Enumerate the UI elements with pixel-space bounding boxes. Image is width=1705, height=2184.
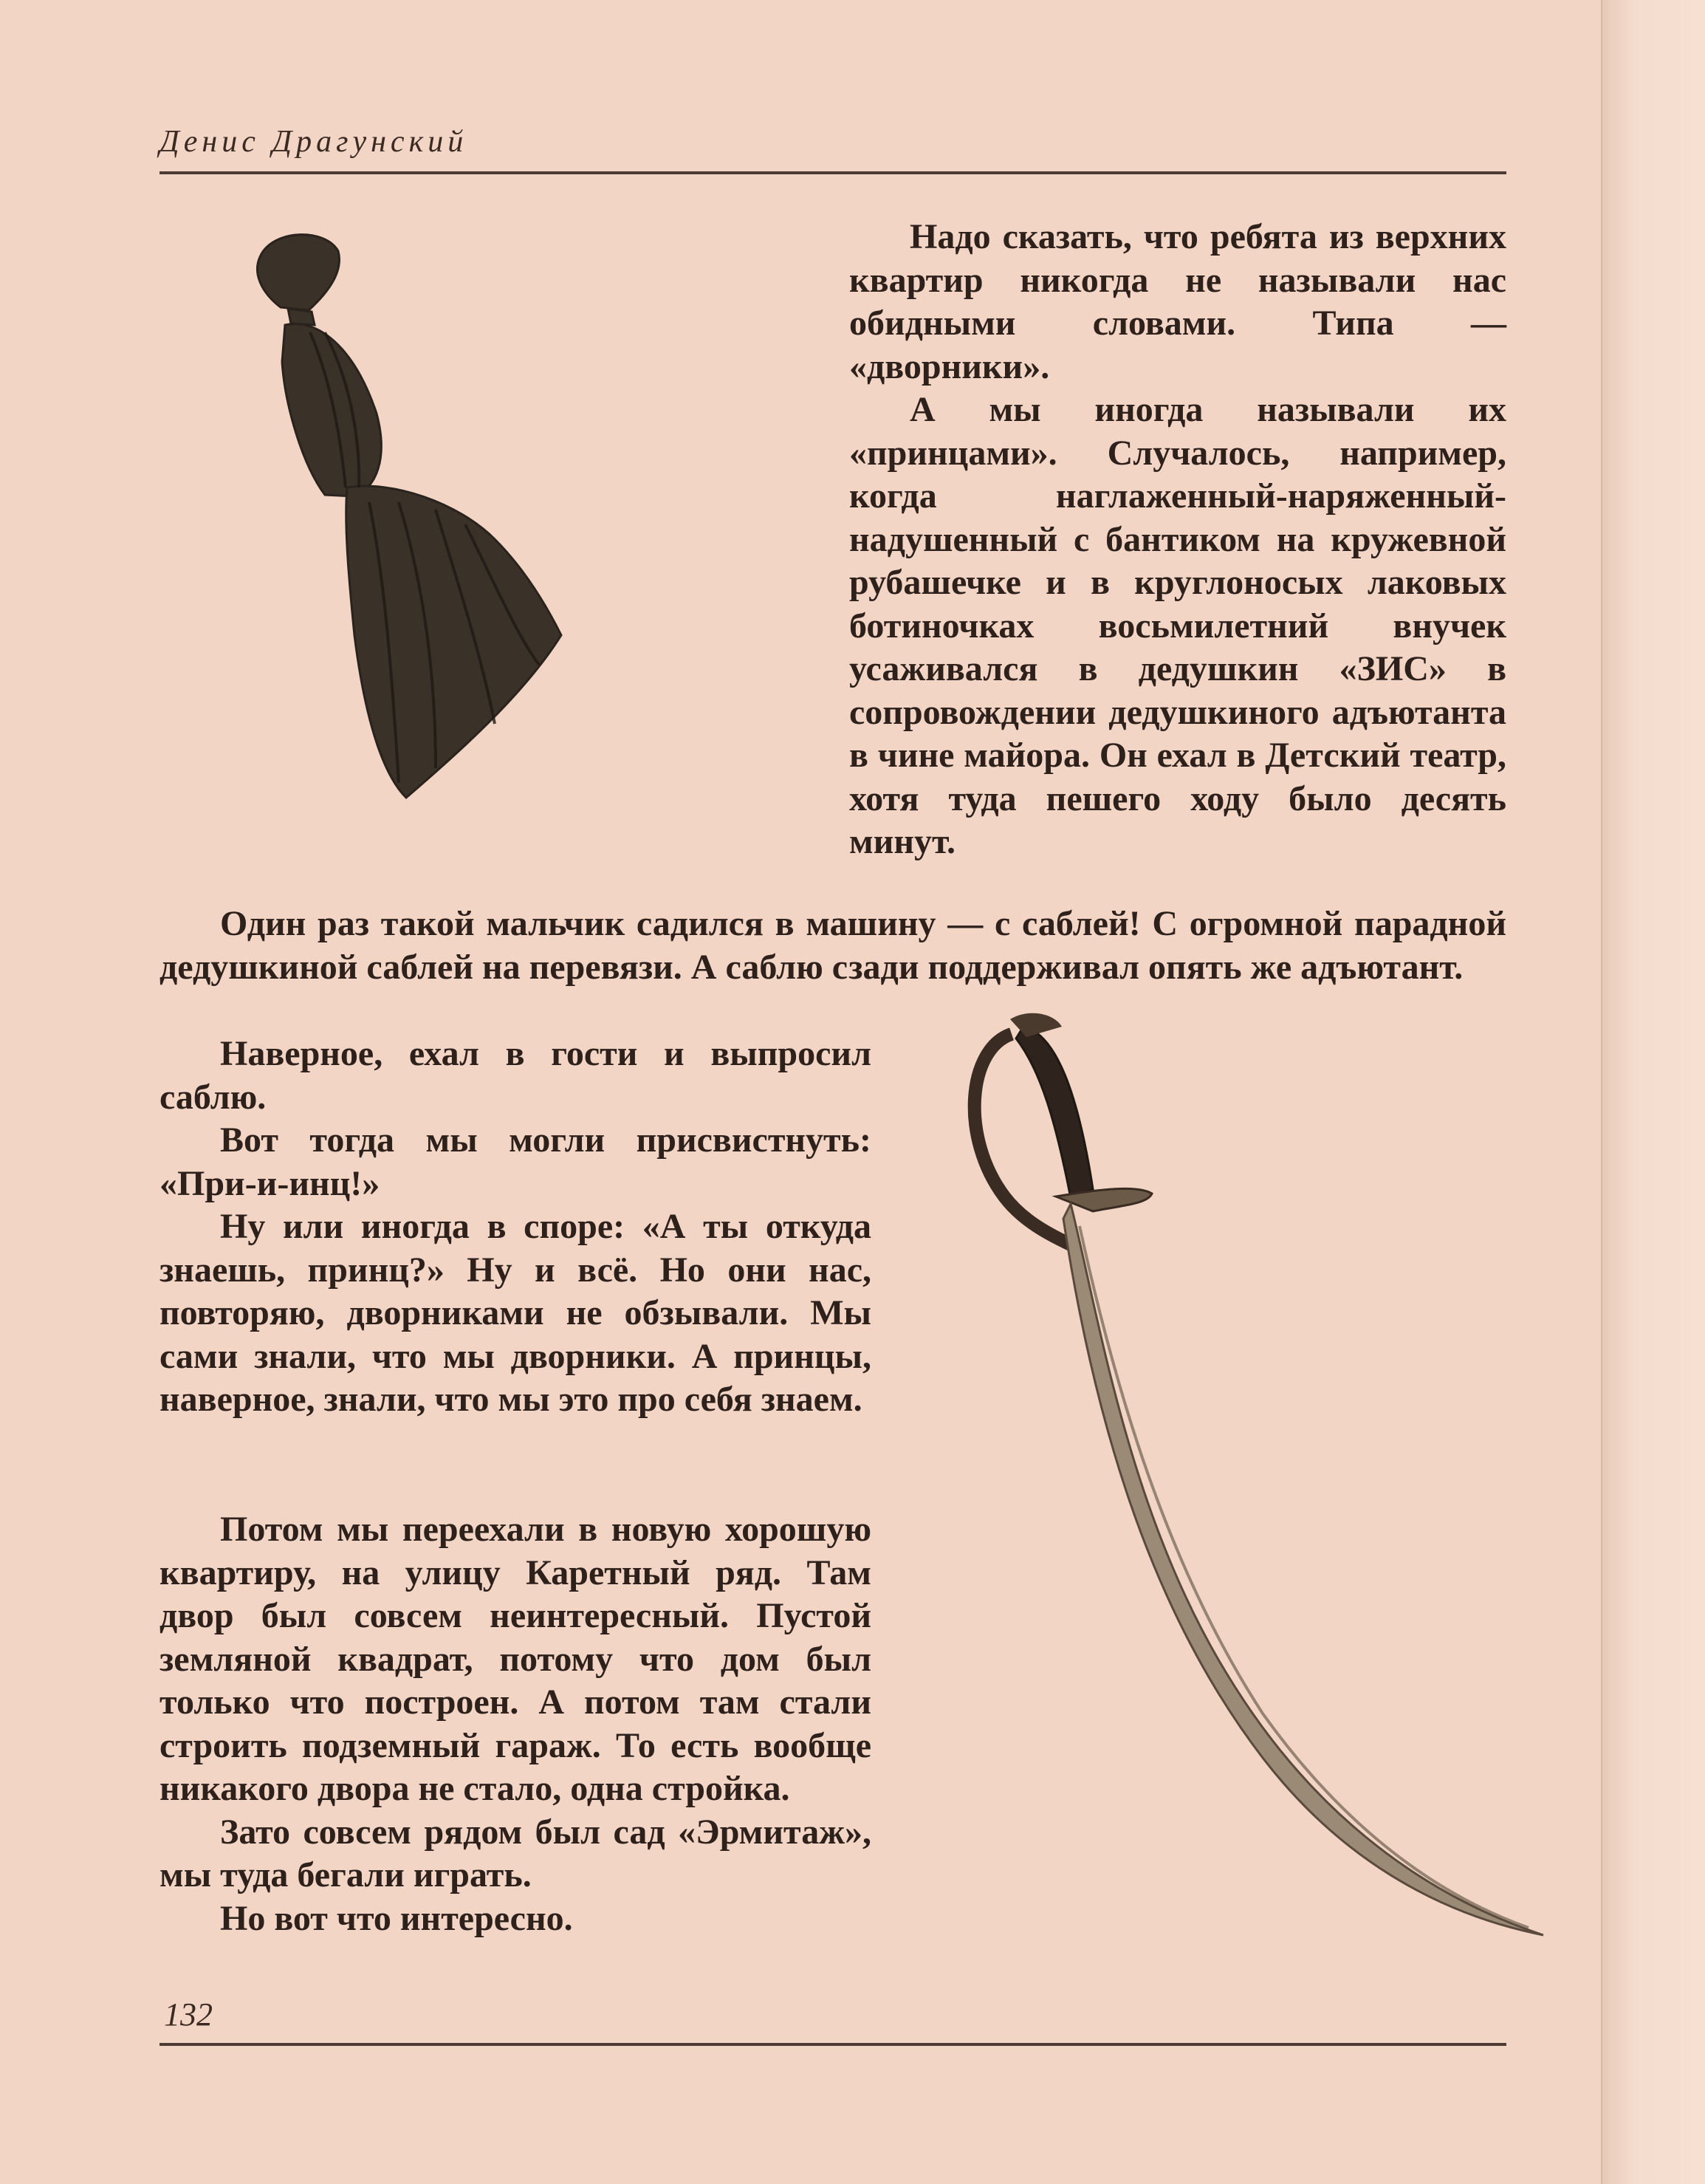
full-width-text	[159, 903, 1506, 989]
paragraph: Ну или иногда в споре: «А ты откуда знаешь, принц?» Ну и всё. Но они нас, повторяю, дворниками не обзывали. Мы сами знали, что мы дворники. А принцы, наверное, знали, что мы это про себя знаем.	[159, 1207, 871, 1419]
paragraph: Но вот что интересно.	[220, 1898, 573, 1938]
paragraph: Один раз такой мальчик садился в машину — с саблей! С огромной парадной дедушкиной саблей на перевязи. А саблю сзади поддерживал опять же адъютант.	[159, 904, 1506, 987]
paragraph: Потом мы переехали в новую хорошую квартиру, на улицу Каретный ряд. Там двор был совсем неинтересный. Пустой земляной квадрат, потому что дом был только что построен. А потом там стали строить подземный гараж. То есть вообще никакого двора не стало, одна стройка.	[159, 1510, 871, 1808]
right-column-text	[849, 216, 1506, 864]
left-column-text-2	[159, 1508, 871, 1940]
paragraph: Наверное, ехал в гости и выпросил саблю.	[159, 1034, 871, 1117]
paragraph: Вот тогда мы могли присвистнуть: «При-и-инц!»	[159, 1120, 871, 1203]
paragraph: Надо сказать, что ребята из верхних квартир никогда не называли нас обидными словами. Типа — «дворники».	[849, 217, 1506, 386]
page-number: 132	[164, 1996, 213, 2033]
paragraph: Зато совсем рядом был сад «Эрмитаж», мы туда бегали играть.	[159, 1812, 871, 1894]
paragraph: А мы иногда называли их «принцами». Случалось, например, когда наглаженный-наряженный-надушенный с бантиком на кружевной рубашечке и в круглоносых лаковых ботиночках восьмилетний внучек усаживался в дедушкин «ЗИС» в сопровождении дедушкиного адъютанта в чине майора. Он ехал в Детский театр, хотя туда пешего ходу было десять минут.	[849, 390, 1506, 861]
sabre-illustration	[953, 1004, 1565, 1957]
footer-rule	[159, 2043, 1506, 2046]
running-header: Денис Драгунский	[159, 125, 468, 159]
left-column-text	[159, 1033, 871, 1422]
header-rule	[159, 171, 1506, 174]
tassel-illustration	[214, 222, 716, 812]
page-edge-shadow	[1602, 0, 1705, 2184]
